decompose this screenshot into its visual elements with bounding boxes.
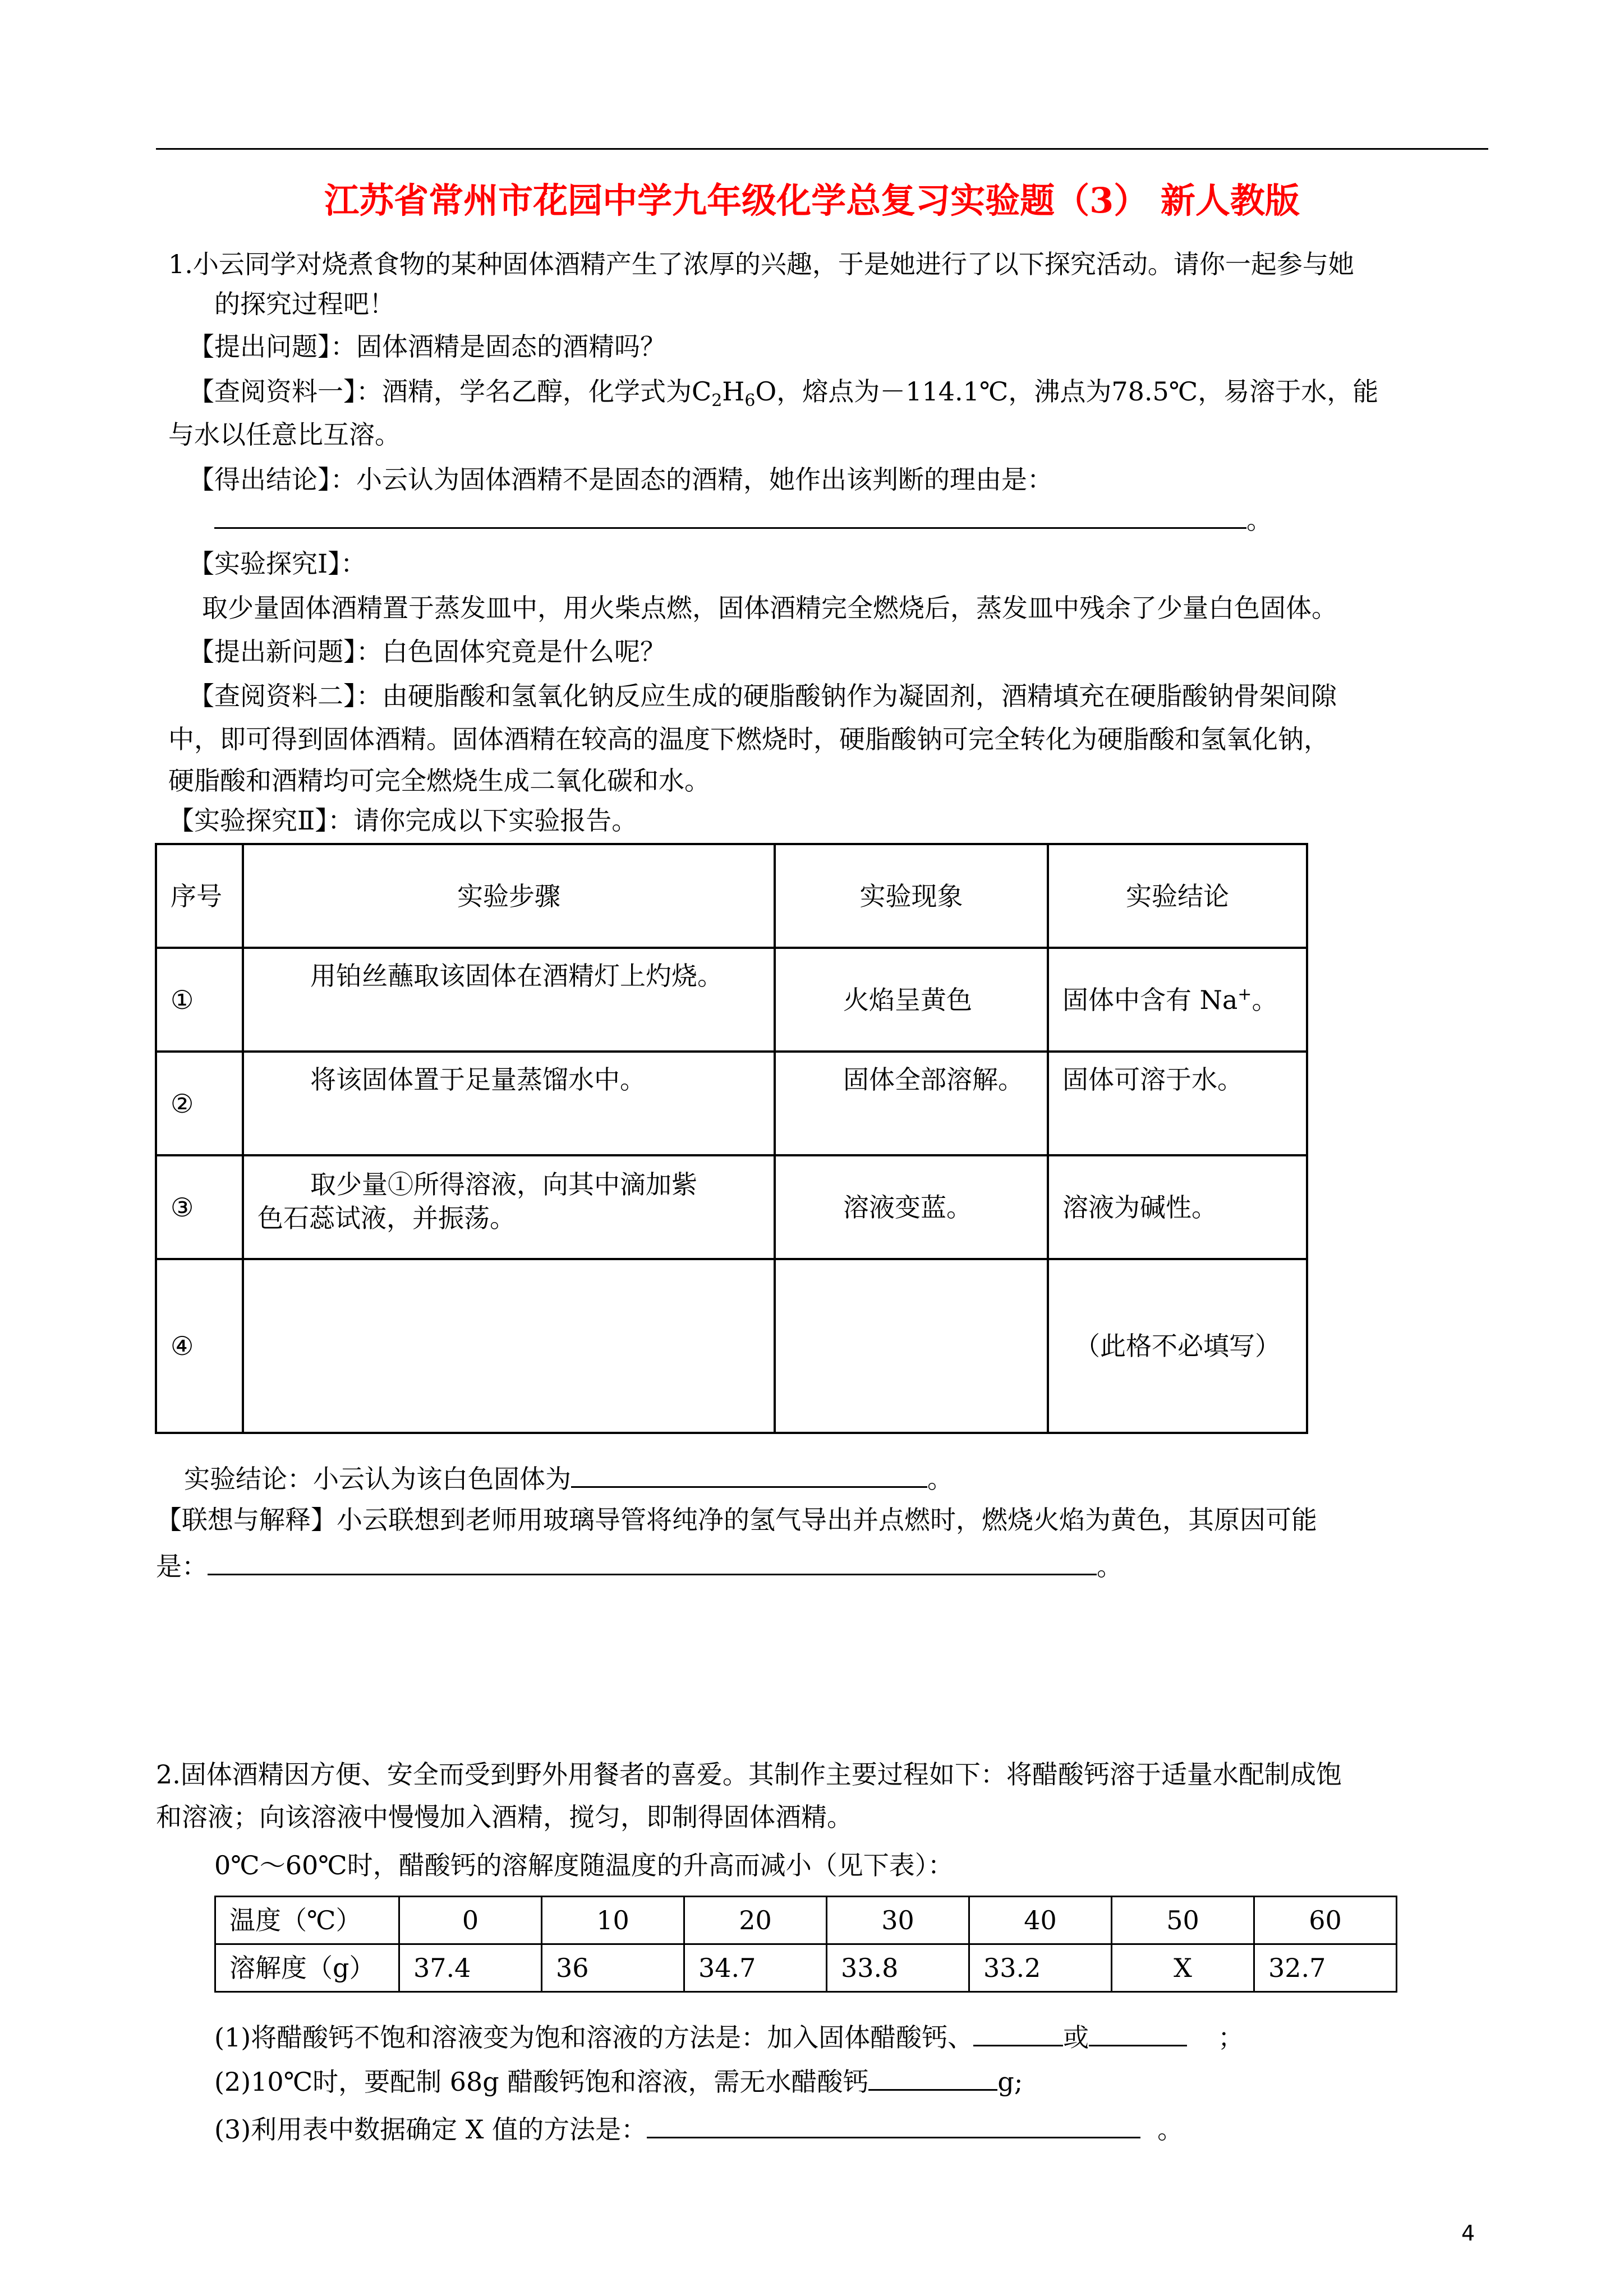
q2-intro-line2: 和溶液；向该溶液中慢慢加入酒精，搅匀，即制得固体酒精。 [156,1802,853,1832]
table-row [156,1052,1307,1155]
q1-ref2-line1: 【查阅资料二】：由硬脂酸和氢氧化钠反应生成的硬脂酸钠作为凝固剂，酒精填充在硬脂酸钠骨架间隙 [188,681,1337,711]
q2-sub2 [214,2061,1023,2099]
q1-ref2-line2: 中，即可得到固体酒精。固体酒精在较高的温度下燃烧时，硬脂酸钠可完全转化为硬脂酸和氢氧化钠， [168,724,1329,754]
reason-answer-blank[interactable] [214,499,1246,529]
q1-ref1-line2: 与水以任意比互溶。 [168,419,401,450]
end-mark: 。 [1246,505,1272,535]
page-number: 4 [1461,2221,1475,2246]
phenomenon-cell: 溶液变蓝。 [775,1155,1048,1259]
q2-intro-line1: 2.固体酒精因方便、安全而受到野外用餐者的喜爱。其制作主要过程如下：将醋酸钙溶于适量水配制成饱 [156,1759,1342,1790]
q1-result [184,1458,953,1496]
header-cell-step: 实验步骤 [243,844,775,948]
sub3-blank[interactable] [647,2109,1140,2138]
table-row [156,1155,1307,1259]
ref1-text-post: ，熔点为－114.1℃，沸点为78.5℃，易溶于水，能 [776,376,1379,407]
q1-intro-line1: 1.小云同学对烧煮食物的某种固体酒精产生了浓厚的兴趣，于是她进行了以下探究活动。请你一起参与她 [168,249,1354,279]
row-number: ① [156,948,243,1052]
table-row [215,1897,1397,1944]
experiment-report-table [155,843,1308,1434]
q1-ref2-line3: 硬脂酸和酒精均可完全燃烧生成二氧化碳和水。 [168,766,710,796]
temp-cell: 50 [1112,1897,1254,1944]
table-row [215,1944,1397,1992]
temp-cell: 40 [969,1897,1112,1944]
ion-charge: + [1237,984,1252,1004]
formula-c: C [692,376,712,407]
association-answer-blank[interactable] [208,1546,1097,1575]
temp-cell: 10 [542,1897,684,1944]
header-cell-no: 序号 [156,844,243,948]
sub1-end: ； [1218,2022,1244,2053]
row-number: ④ [156,1259,243,1433]
temp-cell: 0 [399,1897,542,1944]
conclusion-cell-note: （此格不必填写） [1048,1259,1307,1433]
formula-sub-2: 2 [711,391,723,411]
sub2-text: (2)10℃时，要配制 68g 醋酸钙饱和溶液，需无水醋酸钙 [214,2067,869,2097]
header-cell-conclusion: 实验结论 [1048,844,1307,948]
q2-note: 0℃～60℃时，醋酸钙的溶解度随温度的升高而减小（见下表）： [214,1850,954,1880]
q2-sub3 [214,2109,1183,2146]
step-line2: 色石蕊试液，并振荡。 [257,1203,516,1233]
sol-cell: 34.7 [684,1944,827,1992]
table-row [156,844,1307,948]
sub1-blank-b[interactable] [1089,2017,1187,2046]
conclusion-text: 固体中含有 Na [1062,984,1238,1015]
temp-label-cell: 温度（℃） [215,1897,399,1944]
sol-cell: 32.7 [1254,1944,1397,1992]
q1-exp1-head: 【实验探究Ⅰ】： [188,548,367,579]
table-row [156,1259,1307,1433]
result-answer-blank[interactable] [571,1458,927,1488]
sub2-end: g; [997,2067,1023,2097]
solubility-table [214,1896,1397,1993]
q1-conclusion: 【得出结论】：小云认为固体酒精不是固态的酒精，她作出该判断的理由是： [188,464,1053,495]
formula-ethanol [692,376,777,411]
sub2-blank[interactable] [868,2061,997,2091]
phenomenon-cell: 火焰呈黄色 [775,948,1048,1052]
sub1-blank-a[interactable] [973,2017,1063,2046]
row-number: ② [156,1052,243,1155]
page-title: 江苏省常州市花园中学九年级化学总复习实验题（3） 新人教版 [324,180,1300,221]
formula-o: O [755,376,777,407]
conclusion-cell: 固体可溶于水。 [1048,1052,1307,1155]
table-row [156,948,1307,1052]
sub1-or: 或 [1063,2022,1089,2053]
association-label: 是： [156,1551,208,1582]
header-cell-phenomenon: 实验现象 [775,844,1048,948]
sub3-end: 。 [1157,2114,1184,2145]
q1-ask: 【提出问题】：固体酒精是固态的酒精吗？ [188,331,666,362]
q1-ref1-line1 [188,375,1379,411]
header-rule [156,148,1488,150]
q1-exp1-body: 取少量固体酒精置于蒸发皿中，用火柴点燃，固体酒精完全燃烧后，蒸发皿中残余了少量白色固体。 [202,593,1337,623]
formula-h: H [722,376,745,407]
conclusion-cell [1048,948,1307,1052]
step-cell [243,1155,775,1259]
step-line1: 取少量①所得溶液，向其中滴加紫 [310,1169,697,1200]
sol-cell: 37.4 [399,1944,542,1992]
row-number: ③ [156,1155,243,1259]
conclusion-cell: 溶液为碱性。 [1048,1155,1307,1259]
formula-sub-6: 6 [744,391,756,411]
end-mark: 。 [927,1464,953,1494]
conclusion-end: 。 [1252,984,1278,1015]
result-label: 实验结论：小云认为该白色固体为 [184,1464,571,1494]
end-mark: 。 [1097,1551,1122,1582]
sub3-text: (3)利用表中数据确定 X 值的方法是： [214,2114,647,2145]
step-cell-empty[interactable] [243,1259,775,1433]
sol-cell: 36 [542,1944,684,1992]
sol-label-cell: 溶解度（g） [215,1944,399,1992]
temp-cell: 20 [684,1897,827,1944]
sol-cell: 33.8 [827,1944,969,1992]
q1-exp2-head: 【实验探究Ⅱ】：请你完成以下实验报告。 [168,805,638,836]
q1-new-question: 【提出新问题】：白色固体究竟是什么呢？ [188,637,666,667]
q2-sub1 [214,2017,1244,2054]
step-cell: 用铂丝蘸取该固体在酒精灯上灼烧。 [243,948,775,1052]
temp-cell: 60 [1254,1897,1397,1944]
sol-cell-unknown: X [1112,1944,1254,1992]
sub1-text: (1)将醋酸钙不饱和溶液变为饱和溶液的方法是：加入固体醋酸钙、 [214,2022,974,2053]
temp-cell: 30 [827,1897,969,1944]
sol-cell: 33.2 [969,1944,1112,1992]
ref1-text: 【查阅资料一】：酒精，学名乙醇，化学式为 [188,376,692,407]
q1-association-line1: 【联想与解释】小云联想到老师用玻璃导管将纯净的氢气导出并点燃时，燃烧火焰为黄色，其原因可能 [156,1505,1317,1535]
q1-reason-line [214,499,1272,537]
q1-association-line2 [156,1546,1122,1583]
phenomenon-cell-empty[interactable] [775,1259,1048,1433]
phenomenon-cell: 固体全部溶解。 [775,1052,1048,1155]
step-cell: 将该固体置于足量蒸馏水中。 [243,1052,775,1155]
q1-intro-line2: 的探究过程吧！ [214,289,395,319]
